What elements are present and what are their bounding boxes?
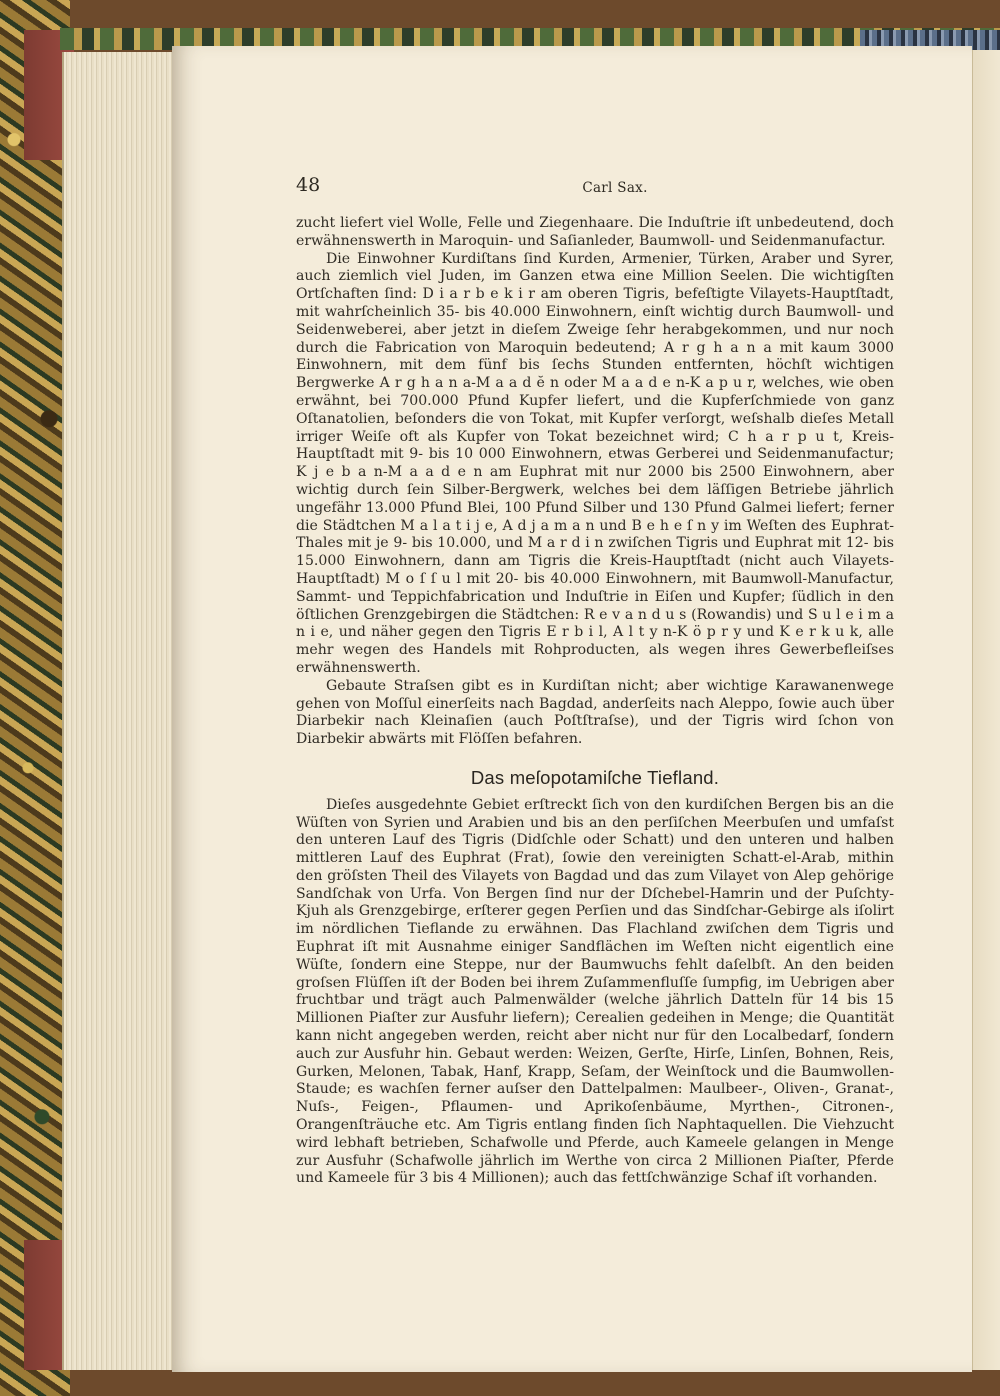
paragraph-1: zucht liefert viel Wolle, Felle und Ziegenhaare. Die Induſtrie iſt unbedeutend, doch erwähnenswerth in Maroquin- und Saſianleder, Baumwoll- und Seidenmanufactur. [296,215,894,249]
page-number: 48 [296,174,321,196]
marbled-cover [0,0,70,1396]
page-stack-edge [62,52,176,1370]
running-head: Carl Sax. [582,180,648,196]
section-title: Das meſopotamiſche Tiefland. [470,766,720,788]
paragraph-3: Gebaute Straſsen gibt es in Kurdiſtan nicht; aber wichtige Karawanenwege gehen von Moſſul einerſeits nach Bagdad, anderſeits nach Aleppo, ſowie auch über Diarbekir nach Kleinaſien (auch Poſtſtraſse), und der Tigris wird ſchon von Diarbekir abwärts mit Flöſſen befahren. [296,677,894,748]
body-text-top [296,215,894,1188]
paragraph-4: Dieſes ausgedehnte Gebiet erſtreckt ſich von den kurdiſchen Bergen bis an die Wüſten von Syrien und Arabien und bis an den perſiſchen Meerbuſen und umfaſst den unteren Lauf des Tigris (Didſchle oder Schatt) und den unteren und halben mittleren Lauf des Euphrat (Frat), ſowie den vereinigten Schatt-el-Arab, mithin den gröſsten Theil des Vilayets von Bagdad und das zum Vilayet von Alep gehörige Sandſchak von Urfa. Von Bergen ſind nur der Dſchebel-Hamrin und der Puſchty-Kjuh als Grenzgebirge, erſterer gegen Perſien und das Sindſchar-Gebirge als iſolirt im nördlichen Tieflande zu erwähnen. Das Flachland zwiſchen dem Tigris und Euphrat iſt mit Ausnahme einiger Sandflächen im Weſten nicht eigentlich eine Wüſte, ſondern eine Steppe, nur der Baumwuchs fehlt daſelbſt. An den beiden groſsen Flüſſen iſt der Boden bei ihrem Zuſammenfluſſe ſumpfig, im Uebrigen aber fruchtbar und trägt auch Palmenwälder (welche jährlich Datteln für 14 bis 15 Millionen Piaſter zur Ausfuhr liefern); Cerealien gedeihen in Menge; die Quantität kann nicht angegeben werden, reicht aber nicht nur für den Localbedarf, ſondern auch zur Ausfuhr hin. Gebaut werden: Weizen, Gerſte, Hirſe, Linſen, Bohnen, Reis, Gurken, Melonen, Tabak, Hanf, Krapp, Seſam, der Weinſtock und die Baumwollen-Staude; es wachſen ferner auſser den Dattelpalmen: Maulbeer-, Oliven-, Granat-, Nuſs-, Feigen-, Pflaumen- und Aprikoſenbäume, Myrthen-, Citronen-, Orangenſträuche etc. Am Tigris entlang finden ſich Naphtaquellen. Die Viehzucht wird lebhaft betrieben, Schafwolle und Pferde, auch Kameele gelangen in Menge zur Ausfuhr (Schafwolle jährlich im Werthe von circa 2 Millionen Piaſter, Pferde und Kameele für 3 bis 4 Millionen); auch das fettſchwänzige Schaf iſt vorhanden. [296,796,894,1187]
facing-page-edge [972,50,1000,1370]
paragraph-2: Die Einwohner Kurdiſtans ſind Kurden, Armenier, Türken, Araber und Syrer, auch ziemlich viel Juden, im Ganzen etwa eine Million Seelen. Die wichtigſten Ortſchaften ſind: D i a r b e k i r am oberen Tigris, befeſtigte Vilayets-Hauptſtadt, mit wahrſcheinlich 35- bis 40.000 Einwohnern, einſt wichtig durch Baumwoll- und Seidenweberei, aber jetzt in dieſem Zweige ſehr herabgekommen, und nur noch durch die Fabrication von Maroquin bedeutend; A r g h a n a mit kaum 3000 Einwohnern, mit dem fünf bis ſechs Stunden entfernten, höchſt wichtigen Bergwerke A r g h a n a-M a a d ĕ n oder M a a d e n-K a p u r, welches, wie oben erwähnt, bei 700.000 Pfund Kupfer liefert, und die Kupferſchmiede von ganz Oſtanatolien, beſonders die von Tokat, mit Kupfer verſorgt, weſshalb dieſes Metall irriger Weiſe oft als Kupfer von Tokat bezeichnet wird; C h a r p u t, Kreis-Hauptſtadt mit 9- bis 10 000 Einwohnern, etwas Gerberei und Seidenmanufactur; K j e b a n-M a a d e n am Euphrat mit nur 2000 bis 2500 Einwohnern, aber wichtig durch ſein Silber-Bergwerk, welches bei dem läſſigen Betriebe jährlich ungefähr 13.000 Pfund Blei, 100 Pfund Silber und 130 Pfund Galmei liefert; ferner die Städtchen M a l a t i j e, A d j a m a n und B e h e ſ n y im Weſten des Euphrat-Thales mit je 9- bis 10.000, und M a r d i n zwiſchen Tigris und Euphrat mit 12- bis 15.000 Einwohnern, dann am Tigris die Kreis-Hauptſtadt (nicht auch Vilayets-Hauptſtadt) M o ſ ſ u l mit 20- bis 40.000 Einwohnern, mit Baumwoll-Manufactur, Sammt- und Teppichfabrication und Induſtrie in Eiſen und Kupfer; ſüdlich in den öſtlichen Grenzgebirgen die Städtchen: R e v a n d u s (Rowandis) und S u l e i m a n i e, und näher gegen den Tigris E r b i l, A l t y n-K ö p r y und K e r k u k, alle mehr wegen des Handels mit Rohproducten, als wegen ihres Gewerbefleiſses erwähnenswerth. [296,250,894,676]
